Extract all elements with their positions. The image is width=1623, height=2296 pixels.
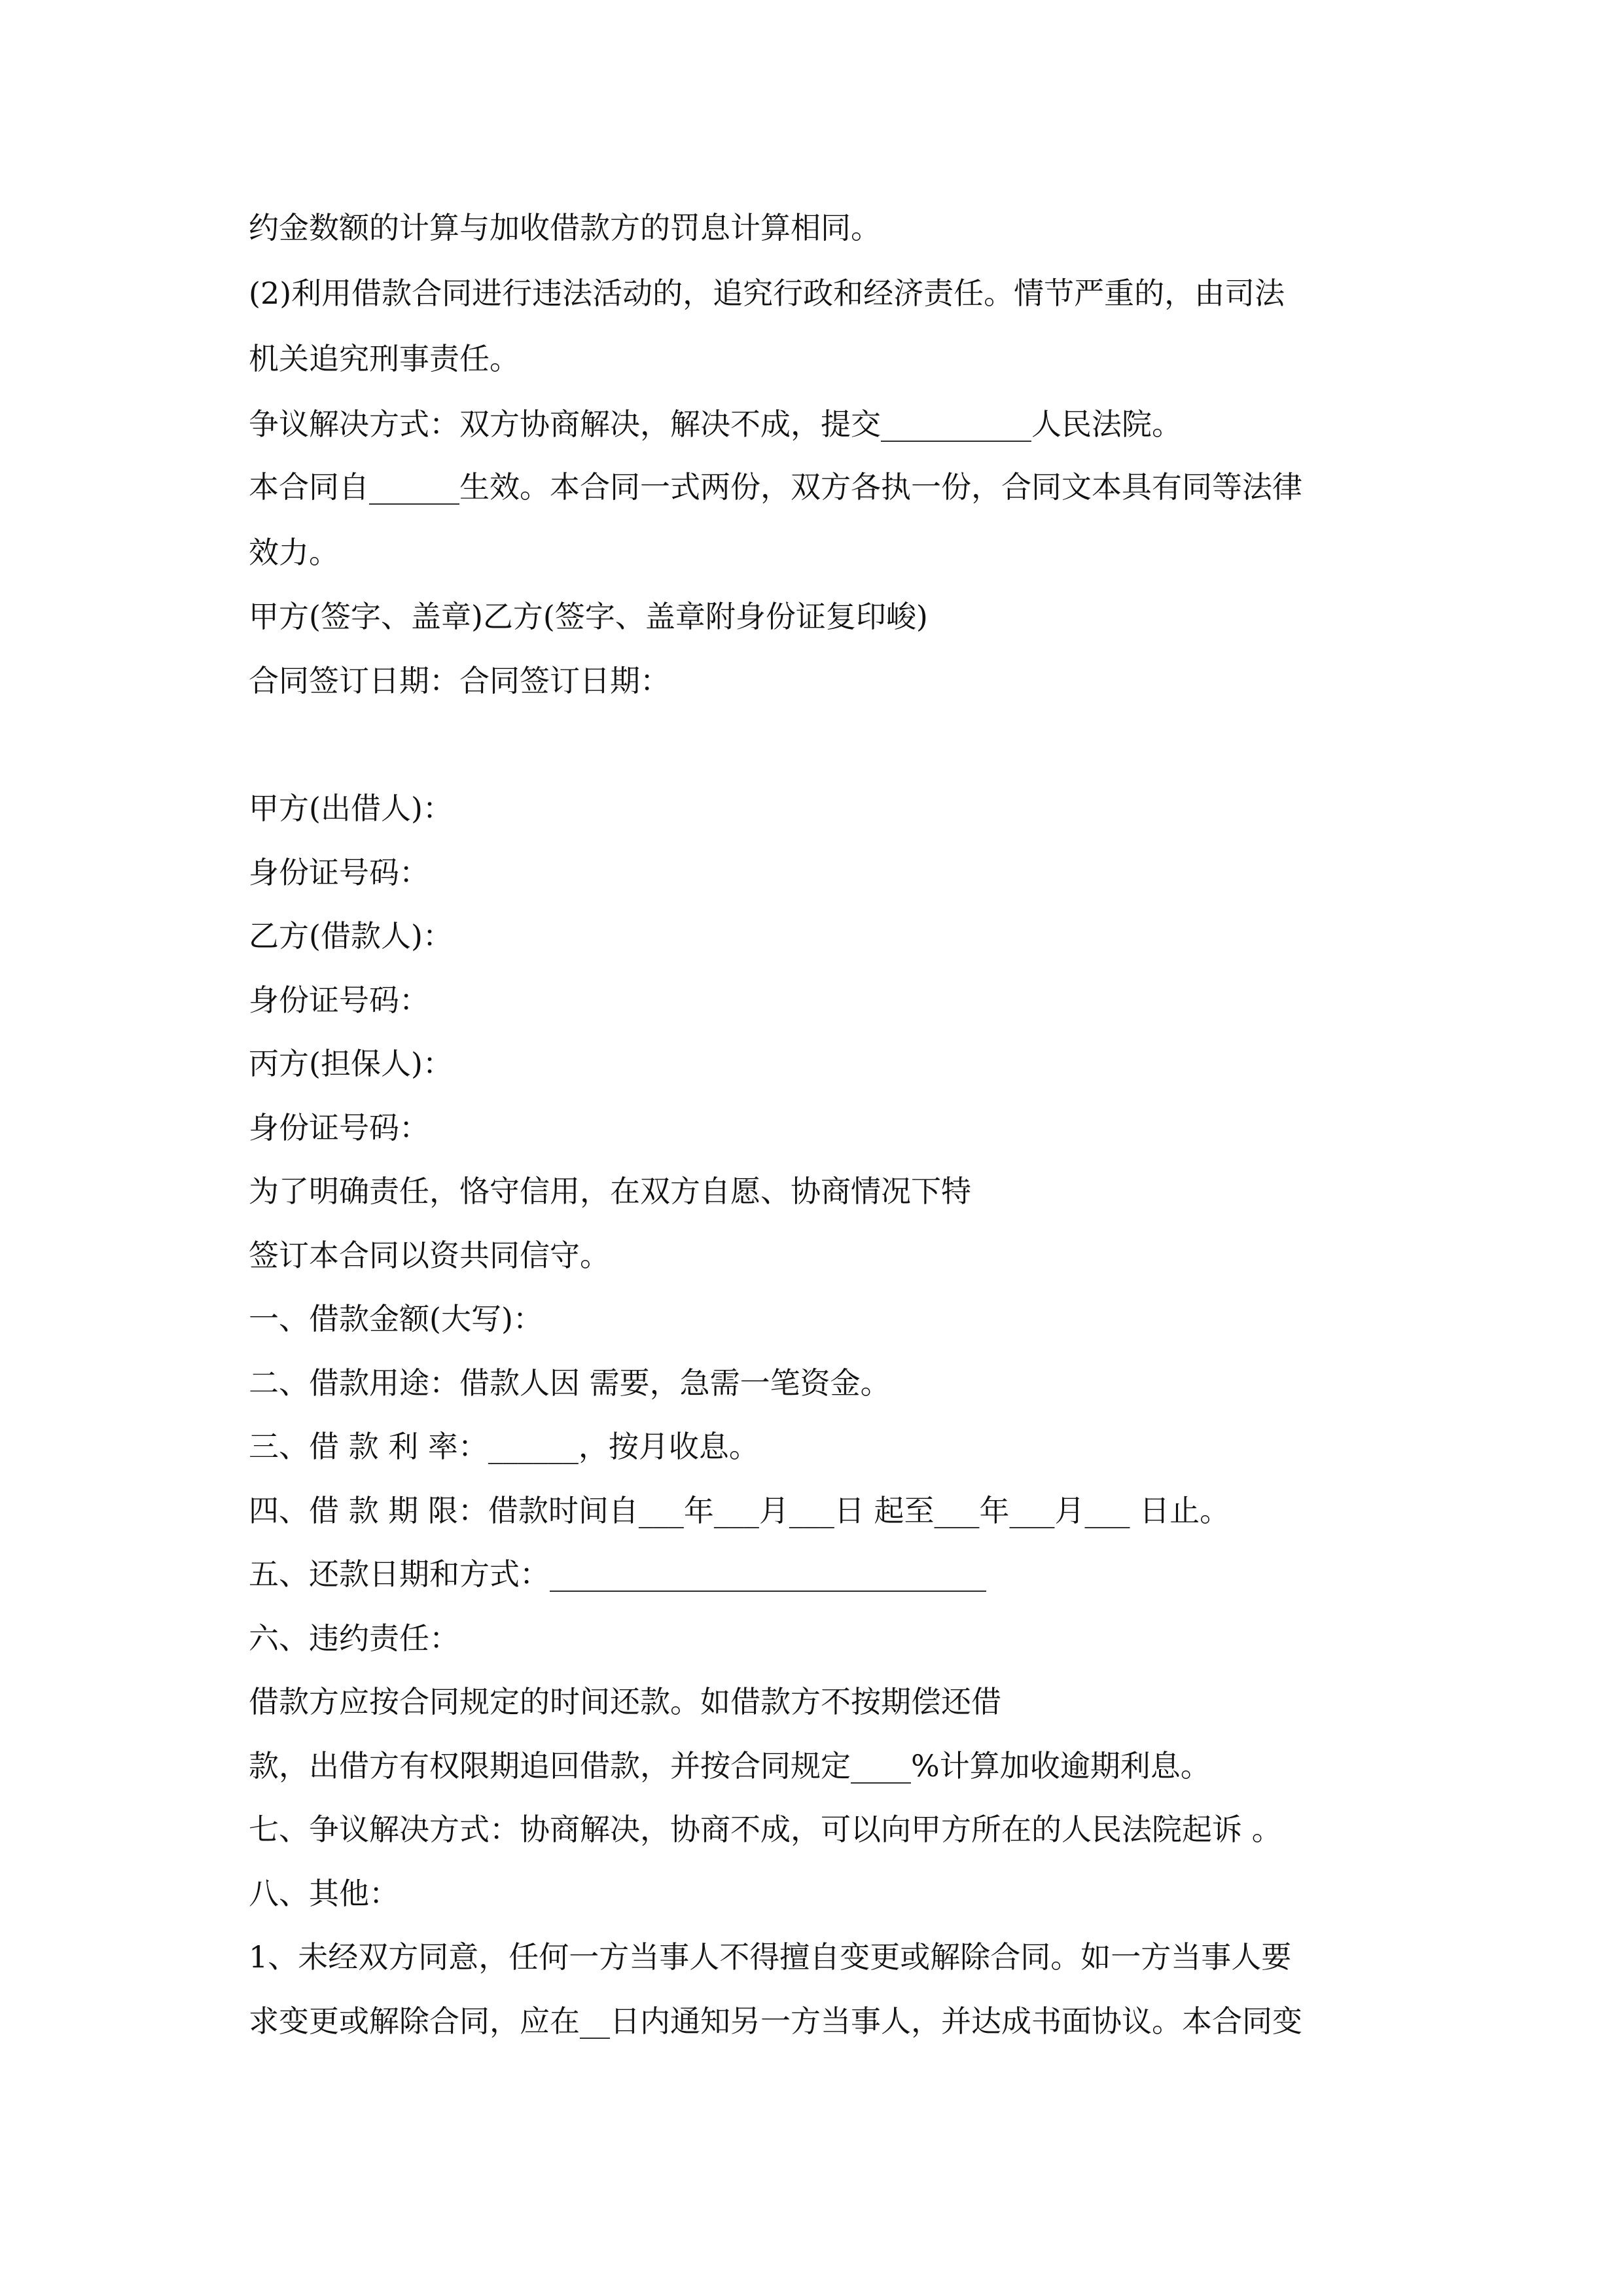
text-line: 身份证号码：	[249, 855, 429, 890]
text-line: 身份证号码：	[249, 982, 429, 1018]
text-line: 四、借 款 期 限：借款时间自___年___月___日 起至___年___月___ 日止。	[249, 1493, 1230, 1528]
text-line: 甲方(出借人)：	[249, 791, 453, 826]
text-line: 丙方(担保人)：	[249, 1046, 453, 1081]
text-line: 约金数额的计算与加收借款方的罚息计算相同。	[249, 210, 881, 245]
text-line: 乙方(借款人)：	[249, 918, 453, 954]
text-line: 六、违约责任：	[249, 1621, 459, 1656]
text-line: 五、还款日期和方式：_____________________________	[249, 1556, 986, 1592]
text-line: 二、借款用途：借款人因 需要，急需一笔资金。	[249, 1365, 891, 1401]
text-line: 合同签订日期：合同签订日期：	[249, 663, 670, 698]
text-line: 为了明确责任，恪守信用，在双方自愿、协商情况下特	[249, 1174, 971, 1209]
text-line: 机关追究刑事责任。	[249, 341, 520, 376]
text-line: 本合同自______生效。本合同一式两份，双方各执一份，合同文本具有同等法律	[249, 469, 1302, 505]
text-line: 一、借款金额(大写)：	[249, 1301, 543, 1336]
text-line: 1、未经双方同意，任何一方当事人不得擅自变更或解除合同。如一方当事人要	[249, 1939, 1292, 1975]
text-line: 七、争议解决方式：协商解决，协商不成，可以向甲方所在的人民法院起诉 。	[249, 1812, 1282, 1847]
text-line: 求变更或解除合同，应在__日内通知另一方当事人，并达成书面协议。本合同变	[249, 2003, 1302, 2039]
text-line: 款，出借方有权限期追回借款，并按合同规定____%计算加收逾期利息。	[249, 1748, 1211, 1784]
text-line: 八、其他：	[249, 1876, 399, 1911]
text-line: 三、借 款 利 率：______，按月收息。	[249, 1429, 759, 1464]
text-line: 身份证号码：	[249, 1110, 429, 1145]
text-line: 甲方(签字、盖章)乙方(签字、盖章附身份证复印峻)	[249, 599, 928, 634]
text-line: (2)利用借款合同进行违法活动的，追究行政和经济责任。情节严重的，由司法	[249, 276, 1285, 311]
text-line: 借款方应按合同规定的时间还款。如借款方不按期偿还借	[249, 1684, 1001, 1719]
text-line: 效力。	[249, 535, 339, 570]
text-line: 争议解决方式：双方协商解决，解决不成，提交__________人民法院。	[249, 406, 1182, 442]
text-line: 签订本合同以资共同信守。	[249, 1238, 610, 1273]
